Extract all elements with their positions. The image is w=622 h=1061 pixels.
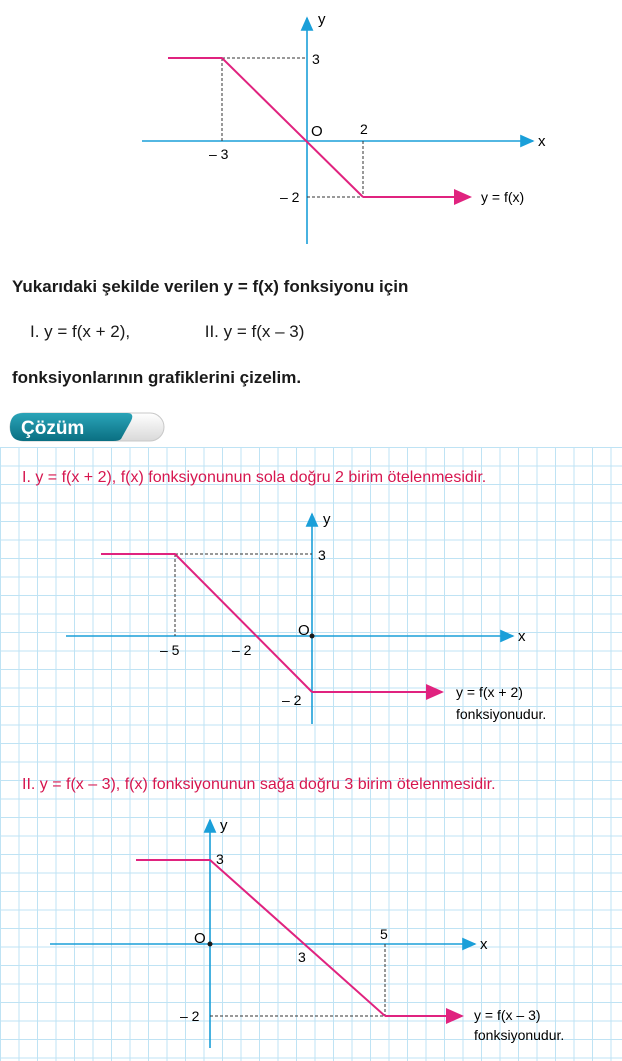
origin-label: O [194,930,206,947]
graph-step2 [0,808,622,1058]
problem-item-1: I. y = f(x + 2), [30,322,131,341]
curve-sub: fonksiyonudur. [474,1027,565,1043]
step1-title: I. y = f(x + 2), f(x) fonksiyonunun sola doğru 2 birim ötelenmesidir. [22,469,487,486]
problem-statement-2: fonksiyonlarının grafiklerini çizelim. [12,368,302,387]
origin-dot [310,634,315,639]
tick-x-a: – 5 [160,642,180,658]
curve-label: y = f(x + 2) [456,684,523,700]
tick-y-pos: 3 [216,851,224,867]
graph-main [0,0,622,260]
origin-label: O [298,622,310,639]
y-axis-label: y [220,817,228,834]
x-axis-label: x [518,628,526,645]
tick-x-b: 5 [380,926,388,942]
curve-label: y = f(x – 3) [474,1007,541,1023]
y-axis-label: y [323,511,331,528]
solution-label: Çözüm [21,418,85,439]
tick-x-b: – 2 [232,642,252,658]
problem-items [30,322,304,342]
curve-label: y = f(x) [481,189,525,205]
tick-y-pos: 3 [318,547,326,563]
x-axis-label: x [538,133,546,150]
problem-statement-1: Yukarıdaki şekilde verilen y = f(x) fonksiyonu için [12,277,409,296]
curve-f-plus-2 [101,554,312,692]
step2-title: II. y = f(x – 3), f(x) fonksiyonunun sağa doğru 3 birim ötelenmesidir. [22,776,496,793]
tick-y-neg: – 2 [180,1008,200,1024]
solution-badge [9,411,165,443]
graph-step1 [0,500,622,740]
tick-x-pos: 2 [360,121,368,137]
tick-x-a: 3 [298,949,306,965]
x-axis-label: x [480,936,488,953]
curve-f-minus-3 [136,860,385,1016]
tick-y-pos: 3 [312,51,320,67]
y-axis-label: y [318,11,326,28]
tick-y-neg: – 2 [282,692,302,708]
curve-f [168,58,363,197]
curve-sub: fonksiyonudur. [456,706,547,722]
origin-label: O [311,123,323,140]
problem-item-2: II. y = f(x – 3) [204,322,305,341]
tick-x-neg: – 3 [209,146,229,162]
tick-y-neg: – 2 [280,189,300,205]
origin-dot [208,942,213,947]
